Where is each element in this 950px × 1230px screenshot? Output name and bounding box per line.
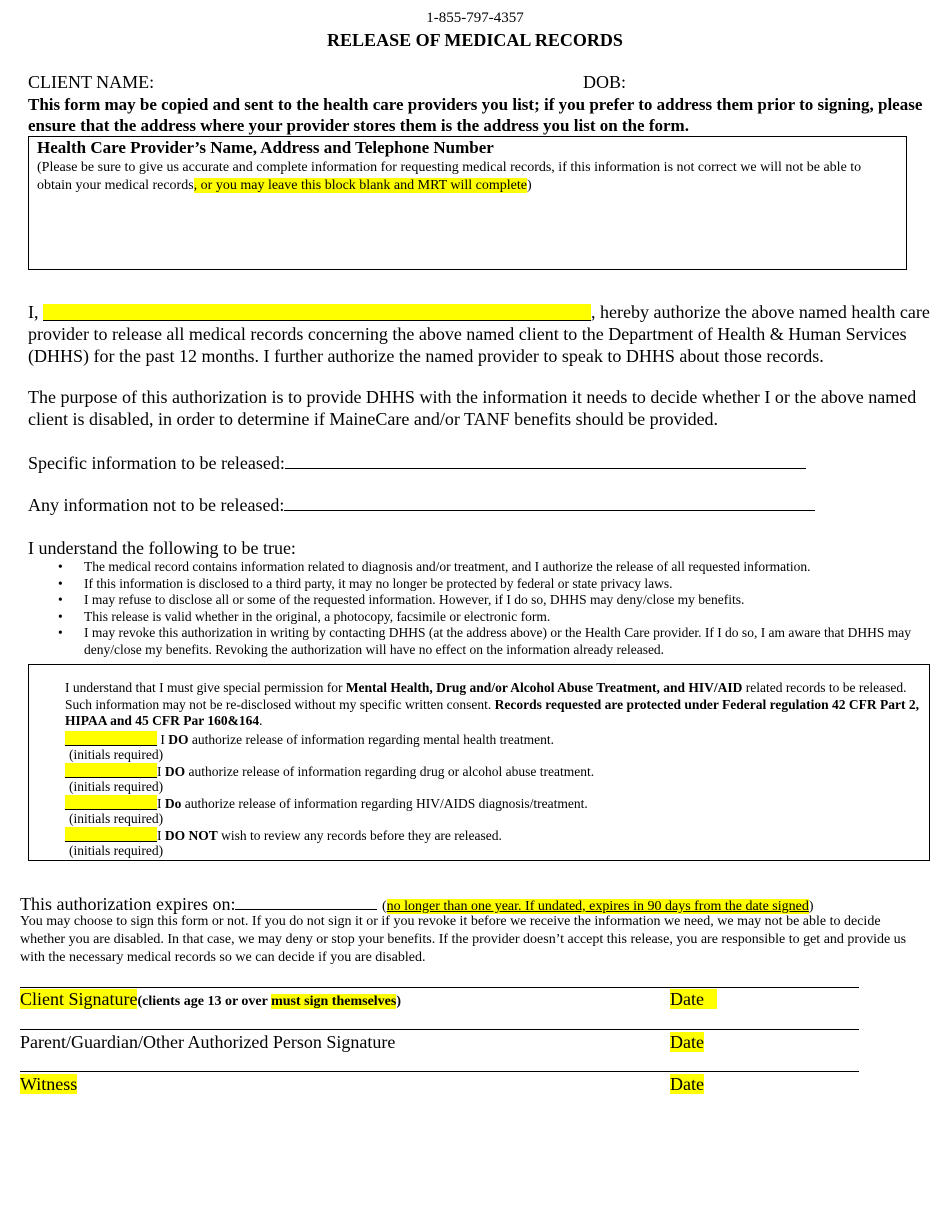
consent-item-text: authorize release of information regarding mental health treatment. [188,732,554,747]
consent-item-drug-alcohol [65,763,594,780]
initials-required-note: (initials required) [69,779,164,794]
client-name-label: CLIENT NAME: [28,72,155,92]
not-released-row [28,494,815,516]
consent-intro-redisclosure: related records to be released. Such information may not be re-disclosed without my specific written consent. [65,680,907,712]
authorization-prefix: I, [28,302,43,322]
client-signature-note: (clients age 13 or over [137,994,272,1009]
understand-item: • If this information is disclosed to a third party, it may no longer be protected by federal or state privacy laws. [58,576,918,593]
consent-item-mental-health [65,731,554,748]
consent-intro-period: . [259,713,263,728]
consent-item-hiv-aids [65,795,588,812]
dob-label: DOB: [583,72,627,92]
expiration-row [20,893,814,915]
specific-info-label: Specific information to be released: [28,453,285,473]
consent-item-keyword: DO NOT [164,828,218,843]
signing-choice-paragraph: You may choose to sign this form or not. If you do not sign it or if you revoke it before we receive the information we need, we may not be able to decide whether you are disabled. In that case, we may deny or stop your benefits. If the provider doesn’t accept this release, you are responsible to get and provide us with the necessary medical records so we can decide if you are disabled. [20,914,907,965]
understand-item: • The medical record contains information related to diagnosis and/or treatment, and I authorize the release of all requested information. [58,559,918,576]
provider-note-highlight: , or you may leave this block blank and MRT will complete [193,178,527,193]
client-date-text: Date [670,989,718,1009]
initials-field-review-records[interactable] [65,827,157,842]
authorizer-name-field[interactable] [43,304,591,321]
initials-required-note: (initials required) [69,843,164,858]
client-signature-label [20,989,401,1010]
consent-item-keyword: Do [164,796,182,811]
client-signature-title: Client Signature [20,989,138,1009]
consent-intro-regulation: Records requested are protected under Federal regulation 42 CFR Part 2, HIPAA and 45 CFR Par 160&164 [65,696,919,728]
understand-list [58,559,918,658]
consent-item-text: authorize release of information regarding HIV/AIDS diagnosis/treatment. [181,796,588,811]
expiration-label: This authorization expires on: [20,894,236,914]
expiration-note-close: ) [808,899,814,914]
witness-date-text: Date [670,1074,704,1094]
provider-info-box[interactable] [28,136,907,270]
understand-item: • I may refuse to disclose all or some of the requested information. However, if I do so, DHHS may deny/close my benefits. [58,592,918,609]
consent-item-review-records [65,827,502,844]
specific-info-field[interactable] [285,452,806,469]
expiration-note-open: ( [381,899,387,914]
provider-box-note [37,159,899,195]
parent-date-text: Date [670,1032,704,1052]
agency-phone-number: 1-855-797-4357 [426,10,524,26]
provider-note-close: ) [526,178,532,193]
special-consent-intro [65,680,920,730]
consent-item-prefix: I [157,732,169,747]
client-date-label [670,989,717,1010]
expiration-note-highlight: no longer than one year. If undated, expires in 90 days from the date signed [386,899,809,914]
understand-item: • I may revoke this authorization in writing by contacting DHHS (at the address above) or the Health Care provider. If I do so, I am aware that DHHS may deny/close my benefits. Revoking the authorization will have no effect on the information already released. [58,625,918,658]
purpose-paragraph: The purpose of this authorization is to provide DHHS with the information it needs to decide whether I or the above named client is disabled, in order to determine if MaineCare and/or TANF benefits should be provided. [28,387,917,429]
understand-item: • This release is valid whether in the original, a photocopy, facsimile or electronic form. [58,609,918,626]
consent-intro-categories: Mental Health, Drug and/or Alcohol Abuse Treatment, and HIV/AID [345,680,743,695]
initials-field-drug-alcohol[interactable] [65,763,157,778]
witness-label-text: Witness [20,1074,78,1094]
copy-notice: This form may be copied and sent to the health care providers you list; if you prefer to address them prior to signing, please ensure that the address where your provider stores them is the address you list on the form. [28,95,923,135]
special-consent-box [28,664,930,861]
consent-item-keyword: DO [168,732,189,747]
initials-required-note: (initials required) [69,747,164,762]
consent-item-prefix: I [157,764,165,779]
authorization-text: , hereby authorize the above named health care provider to release all medical records concerning the above named client to the Department of Health & Human Services (DHHS) for the past 12 months. I further authorize the named provider to speak to DHHS about those records. [28,302,930,366]
witness-signature-label [20,1074,77,1095]
specific-info-row [28,452,806,474]
parent-signature-label: Parent/Guardian/Other Authorized Person Signature [20,1032,396,1052]
witness-date-label [670,1074,704,1095]
client-signature-note-highlight: must sign themselves [271,994,397,1009]
client-signature-line[interactable] [20,987,859,988]
expiration-note [382,899,814,914]
initials-field-mental-health[interactable] [65,731,157,746]
not-released-label: Any information not to be released: [28,495,285,515]
consent-item-text: wish to review any records before they are released. [217,828,502,843]
initials-field-hiv-aids[interactable] [65,795,157,810]
provider-box-title: Health Care Provider’s Name, Address and Telephone Number [37,138,494,157]
witness-signature-line[interactable] [20,1071,859,1072]
authorization-paragraph [28,301,933,367]
client-signature-note-close: ) [396,994,402,1009]
consent-item-prefix: I [157,796,165,811]
initials-required-note: (initials required) [69,811,164,826]
parent-date-label [670,1032,704,1053]
consent-item-prefix: I [157,828,165,843]
provider-note-text: (Please be sure to give us accurate and complete information for requesting medical records, if this information is not correct we will not be able to obtain your medical records [37,160,862,193]
form-title: RELEASE OF MEDICAL RECORDS [327,30,623,50]
expiration-date-field[interactable] [235,893,377,910]
consent-item-keyword: DO [164,764,186,779]
consent-item-text: authorize release of information regarding drug or alcohol abuse treatment. [185,764,595,779]
consent-intro-text: I understand that I must give special permission for [65,680,346,695]
parent-signature-line[interactable] [20,1029,859,1030]
not-released-field[interactable] [284,494,815,511]
understand-heading: I understand the following to be true: [28,538,296,558]
